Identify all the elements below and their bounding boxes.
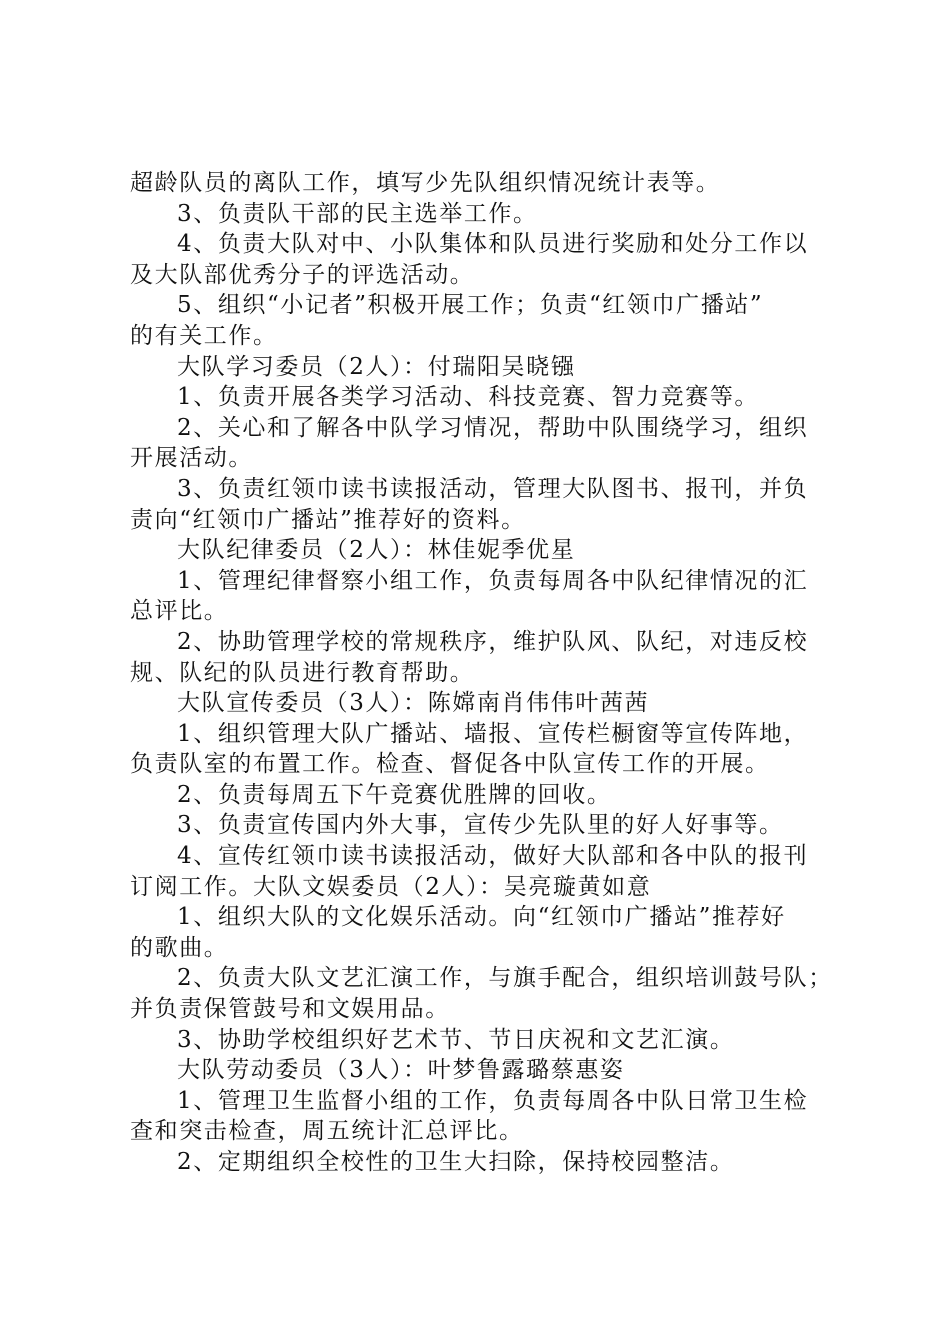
text-line: 2、协助管理学校的常规秩序，维护队风、队纪，对违反校 — [177, 628, 809, 655]
text-line: 3、负责红领巾读书读报活动，管理大队图书、报刊，并负 — [177, 475, 809, 502]
text-line: 并负责保管鼓号和文娱用品。 — [130, 996, 450, 1023]
text-line: 超龄队员的离队工作，填写少先队组织情况统计表等。 — [130, 170, 721, 196]
text-line: 规、队纪的队员进行教育帮助。 — [130, 659, 475, 686]
text-line: 2、关心和了解各中队学习情况，帮助中队围绕学习，组织 — [177, 414, 809, 441]
text-line: 大队纪律委员（2人）：林佳妮季优星 — [177, 537, 576, 564]
text-line: 3、负责宣传国内外大事，宣传少先队里的好人好事等。 — [177, 812, 784, 839]
text-line: 负责队室的布置工作。检查、督促各中队宣传工作的开展。 — [130, 751, 770, 778]
text-line: 1、负责开展各类学习活动、科技竞赛、智力竞赛等。 — [177, 384, 760, 411]
text-line: 2、负责大队文艺汇演工作，与旗手配合，组织培训鼓号队； — [177, 965, 833, 992]
text-line: 4、负责大队对中、小队集体和队员进行奖励和处分工作以 — [177, 231, 809, 258]
text-line: 3、负责队干部的民主选举工作。 — [177, 200, 538, 227]
text-line: 1、组织大队的文化娱乐活动。向“红领巾广播站”推荐好 — [177, 904, 786, 931]
text-line: 1、管理卫生监督小组的工作，负责每周各中队日常卫生检 — [177, 1087, 809, 1114]
text-line: 的歌曲。 — [130, 934, 229, 961]
text-line: 开展活动。 — [130, 445, 253, 472]
text-line: 大队学习委员（2人）：付瑞阳吴晓镪 — [177, 353, 576, 380]
text-line: 查和突击检查，周五统计汇总评比。 — [130, 1118, 524, 1145]
text-line: 2、定期组织全校性的卫生大扫除，保持校园整洁。 — [177, 1149, 735, 1175]
text-line: 总评比。 — [130, 598, 229, 625]
text-line: 5、组织“小记者”积极开展工作；负责“红领巾广播站” — [177, 292, 764, 319]
text-line: 3、协助学校组织好艺术节、节日庆祝和文艺汇演。 — [177, 1026, 735, 1053]
text-line: 大队宣传委员（3人）：陈嫦南肖伟伟叶茜茜 — [177, 690, 650, 717]
text-line: 4、宣传红领巾读书读报活动，做好大队部和各中队的报刊 — [177, 843, 809, 870]
text-line: 大队劳动委员（3人）：叶梦鲁露璐蔡惠姿 — [177, 1057, 625, 1084]
text-line: 1、管理纪律督察小组工作，负责每周各中队纪律情况的汇 — [177, 567, 809, 594]
text-line: 订阅工作。大队文娱委员（2人）：吴亮璇黄如意 — [130, 873, 652, 900]
document-body — [130, 168, 840, 1178]
text-line: 1、组织管理大队广播站、墙报、宣传栏橱窗等宣传阵地， — [177, 720, 809, 747]
text-line: 2、负责每周五下午竞赛优胜牌的回收。 — [177, 781, 612, 808]
text-line: 的有关工作。 — [130, 322, 278, 349]
text-line: 责向“红领巾广播站”推荐好的资料。 — [130, 506, 526, 533]
text-line: 及大队部优秀分子的评选活动。 — [130, 261, 475, 288]
